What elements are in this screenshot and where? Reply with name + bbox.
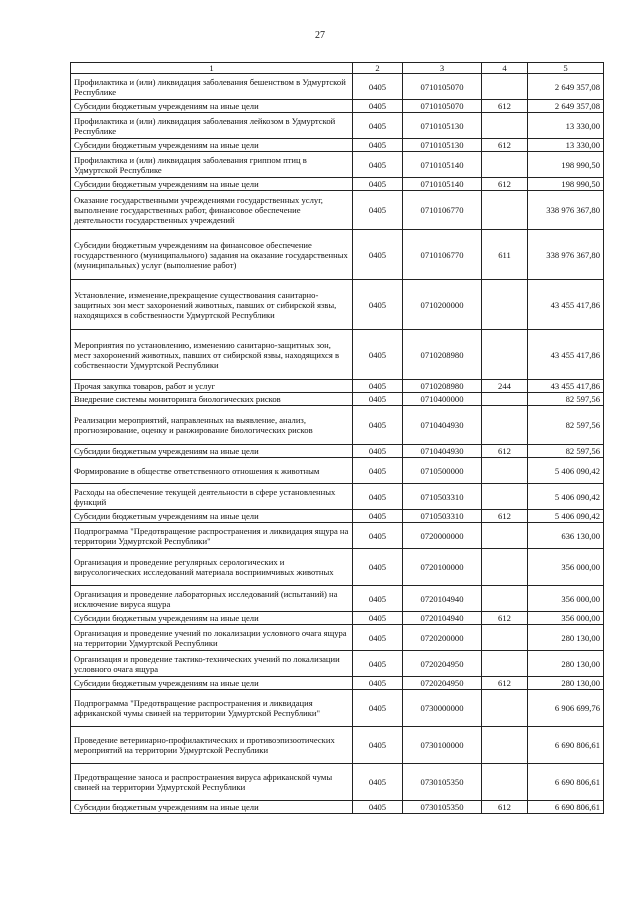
target-article-code: 0710105140 xyxy=(403,152,482,178)
table-row xyxy=(71,380,604,393)
section-code: 0405 xyxy=(353,549,403,586)
section-code: 0405 xyxy=(353,586,403,612)
table-row xyxy=(71,586,604,612)
amount: 356 000,00 xyxy=(528,586,604,612)
amount: 82 597,56 xyxy=(528,393,604,406)
item-name: Профилактика и (или) ликвидация заболевания бешенством в Удмуртской Республике xyxy=(71,74,353,100)
table-row xyxy=(71,393,604,406)
section-code: 0405 xyxy=(353,280,403,330)
target-article-code: 0710105070 xyxy=(403,100,482,113)
amount: 6 690 806,61 xyxy=(528,764,604,801)
expense-type-code xyxy=(482,586,528,612)
expense-type-code xyxy=(482,393,528,406)
item-name: Организация и проведение тактико-технических учений по локализации условного очага ящура xyxy=(71,651,353,677)
expense-type-code xyxy=(482,690,528,727)
table-row xyxy=(71,178,604,191)
expense-type-code xyxy=(482,651,528,677)
budget-table xyxy=(70,62,604,814)
column-header-5: 5 xyxy=(528,63,604,74)
table-row xyxy=(71,406,604,445)
target-article-code: 0710200000 xyxy=(403,280,482,330)
expense-type-code: 612 xyxy=(482,139,528,152)
section-code: 0405 xyxy=(353,100,403,113)
item-name: Субсидии бюджетным учреждениям на иные цели xyxy=(71,510,353,523)
table-row xyxy=(71,280,604,330)
amount: 2 649 357,08 xyxy=(528,100,604,113)
item-name: Субсидии бюджетным учреждениям на иные цели xyxy=(71,801,353,814)
section-code: 0405 xyxy=(353,393,403,406)
column-header-2: 2 xyxy=(353,63,403,74)
table-row xyxy=(71,727,604,764)
target-article-code: 0710404930 xyxy=(403,445,482,458)
table-row xyxy=(71,445,604,458)
expense-type-code xyxy=(482,484,528,510)
item-name: Организация и проведение лабораторных исследований (испытаний) на исключение вируса ящура xyxy=(71,586,353,612)
item-name: Субсидии бюджетным учреждениям на финансовое обеспечение государственного (муниципального) задания на оказание государственных (муниципальных) услуг (выполнение работ) xyxy=(71,230,353,280)
section-code: 0405 xyxy=(353,74,403,100)
item-name: Субсидии бюджетным учреждениям на иные цели xyxy=(71,677,353,690)
table-row xyxy=(71,100,604,113)
table-row xyxy=(71,152,604,178)
table-row xyxy=(71,74,604,100)
amount: 5 406 090,42 xyxy=(528,458,604,484)
amount: 280 130,00 xyxy=(528,625,604,651)
amount: 6 690 806,61 xyxy=(528,727,604,764)
section-code: 0405 xyxy=(353,191,403,230)
section-code: 0405 xyxy=(353,458,403,484)
amount: 280 130,00 xyxy=(528,651,604,677)
section-code: 0405 xyxy=(353,230,403,280)
amount: 356 000,00 xyxy=(528,612,604,625)
section-code: 0405 xyxy=(353,139,403,152)
table-row xyxy=(71,523,604,549)
item-name: Предотвращение заноса и распространения вируса африканской чумы свиней на территории Удмуртской Республики xyxy=(71,764,353,801)
table-row xyxy=(71,764,604,801)
section-code: 0405 xyxy=(353,801,403,814)
page-number: 27 xyxy=(315,30,325,41)
table-row xyxy=(71,677,604,690)
table-row xyxy=(71,330,604,380)
section-code: 0405 xyxy=(353,152,403,178)
column-header-1: 1 xyxy=(71,63,353,74)
target-article-code: 0720104940 xyxy=(403,586,482,612)
expense-type-code xyxy=(482,74,528,100)
expense-type-code xyxy=(482,764,528,801)
item-name: Субсидии бюджетным учреждениям на иные цели xyxy=(71,612,353,625)
target-article-code: 0720000000 xyxy=(403,523,482,549)
section-code: 0405 xyxy=(353,625,403,651)
item-name: Прочая закупка товаров, работ и услуг xyxy=(71,380,353,393)
section-code: 0405 xyxy=(353,764,403,801)
item-name: Организация и проведение учений по локализации условного очага ящура на территории Удмуртской Республики xyxy=(71,625,353,651)
table-row xyxy=(71,230,604,280)
target-article-code: 0710503310 xyxy=(403,510,482,523)
item-name: Профилактика и (или) ликвидация заболевания гриппом птиц в Удмуртской Республике xyxy=(71,152,353,178)
target-article-code: 0720104940 xyxy=(403,612,482,625)
amount: 82 597,56 xyxy=(528,406,604,445)
target-article-code: 0710105130 xyxy=(403,139,482,152)
amount: 43 455 417,86 xyxy=(528,280,604,330)
target-article-code: 0710208980 xyxy=(403,380,482,393)
expense-type-code xyxy=(482,113,528,139)
amount: 198 990,50 xyxy=(528,178,604,191)
section-code: 0405 xyxy=(353,406,403,445)
target-article-code: 0710500000 xyxy=(403,458,482,484)
target-article-code: 0730105350 xyxy=(403,764,482,801)
section-code: 0405 xyxy=(353,380,403,393)
expense-type-code xyxy=(482,458,528,484)
expense-type-code: 612 xyxy=(482,612,528,625)
item-name: Профилактика и (или) ликвидация заболевания лейкозом в Удмуртской Республике xyxy=(71,113,353,139)
target-article-code: 0710208980 xyxy=(403,330,482,380)
table-row xyxy=(71,458,604,484)
target-article-code: 0730000000 xyxy=(403,690,482,727)
section-code: 0405 xyxy=(353,113,403,139)
table-row xyxy=(71,139,604,152)
target-article-code: 0730100000 xyxy=(403,727,482,764)
table-row xyxy=(71,510,604,523)
expense-type-code xyxy=(482,727,528,764)
target-article-code: 0710105070 xyxy=(403,74,482,100)
amount: 5 406 090,42 xyxy=(528,510,604,523)
item-name: Субсидии бюджетным учреждениям на иные цели xyxy=(71,100,353,113)
section-code: 0405 xyxy=(353,484,403,510)
item-name: Формирование в обществе ответственного отношения к животным xyxy=(71,458,353,484)
expense-type-code xyxy=(482,280,528,330)
target-article-code: 0710400000 xyxy=(403,393,482,406)
amount: 5 406 090,42 xyxy=(528,484,604,510)
expense-type-code: 612 xyxy=(482,100,528,113)
amount: 356 000,00 xyxy=(528,549,604,586)
amount: 82 597,56 xyxy=(528,445,604,458)
item-name: Расходы на обеспечение текущей деятельности в сфере установленных функций xyxy=(71,484,353,510)
expense-type-code xyxy=(482,330,528,380)
table-row xyxy=(71,612,604,625)
target-article-code: 0720100000 xyxy=(403,549,482,586)
section-code: 0405 xyxy=(353,445,403,458)
expense-type-code: 612 xyxy=(482,178,528,191)
table-body xyxy=(71,74,604,814)
item-name: Проведение ветеринарно-профилактических и противоэпизоотических мероприятий на территории Удмуртской Республики xyxy=(71,727,353,764)
column-header-4: 4 xyxy=(482,63,528,74)
table-row xyxy=(71,549,604,586)
expense-type-code: 612 xyxy=(482,510,528,523)
amount: 6 906 699,76 xyxy=(528,690,604,727)
amount: 198 990,50 xyxy=(528,152,604,178)
item-name: Внедрение системы мониторинга биологических рисков xyxy=(71,393,353,406)
section-code: 0405 xyxy=(353,727,403,764)
table-row xyxy=(71,191,604,230)
item-name: Оказание государственными учреждениями государственных услуг, выполнение государственных работ, финансовое обеспечение деятельности государственных учреждений xyxy=(71,191,353,230)
section-code: 0405 xyxy=(353,178,403,191)
section-code: 0405 xyxy=(353,651,403,677)
amount: 2 649 357,08 xyxy=(528,74,604,100)
table-row xyxy=(71,801,604,814)
expense-type-code: 611 xyxy=(482,230,528,280)
item-name: Субсидии бюджетным учреждениям на иные цели xyxy=(71,139,353,152)
expense-type-code: 244 xyxy=(482,380,528,393)
amount: 338 976 367,80 xyxy=(528,230,604,280)
target-article-code: 0720200000 xyxy=(403,625,482,651)
expense-type-code xyxy=(482,191,528,230)
amount: 338 976 367,80 xyxy=(528,191,604,230)
section-code: 0405 xyxy=(353,677,403,690)
column-header-3: 3 xyxy=(403,63,482,74)
expense-type-code xyxy=(482,625,528,651)
table-row xyxy=(71,484,604,510)
table-row xyxy=(71,651,604,677)
target-article-code: 0710105140 xyxy=(403,178,482,191)
amount: 13 330,00 xyxy=(528,113,604,139)
expense-type-code xyxy=(482,523,528,549)
section-code: 0405 xyxy=(353,690,403,727)
expense-type-code: 612 xyxy=(482,445,528,458)
expense-type-code: 612 xyxy=(482,677,528,690)
target-article-code: 0710105130 xyxy=(403,113,482,139)
target-article-code: 0720204950 xyxy=(403,677,482,690)
table-row xyxy=(71,113,604,139)
item-name: Установление, изменение,прекращение существования санитарно-защитных зон мест захоронений животных, павших от сибирской язвы, находящихся в собственности Удмуртской Республики xyxy=(71,280,353,330)
item-name: Субсидии бюджетным учреждениям на иные цели xyxy=(71,445,353,458)
table-row xyxy=(71,690,604,727)
item-name: Мероприятия по установлению, изменению санитарно-защитных зон, мест захоронений животных, павших от сибирской язвы, находящихся в собственности Удмуртской Республики xyxy=(71,330,353,380)
table-row xyxy=(71,625,604,651)
expense-type-code xyxy=(482,406,528,445)
target-article-code: 0710404930 xyxy=(403,406,482,445)
amount: 43 455 417,86 xyxy=(528,330,604,380)
target-article-code: 0730105350 xyxy=(403,801,482,814)
amount: 6 690 806,61 xyxy=(528,801,604,814)
section-code: 0405 xyxy=(353,523,403,549)
item-name: Субсидии бюджетным учреждениям на иные цели xyxy=(71,178,353,191)
item-name: Организация и проведение регулярных серологических и вирусологических исследований материала восприимчивых животных xyxy=(71,549,353,586)
target-article-code: 0710106770 xyxy=(403,230,482,280)
expense-type-code xyxy=(482,549,528,586)
item-name: Подпрограмма "Предотвращение распространения и ликвидация африканской чумы свиней на территории Удмуртской Республики" xyxy=(71,690,353,727)
amount: 43 455 417,86 xyxy=(528,380,604,393)
section-code: 0405 xyxy=(353,612,403,625)
target-article-code: 0710106770 xyxy=(403,191,482,230)
amount: 280 130,00 xyxy=(528,677,604,690)
target-article-code: 0720204950 xyxy=(403,651,482,677)
header-row xyxy=(71,63,604,74)
expense-type-code: 612 xyxy=(482,801,528,814)
target-article-code: 0710503310 xyxy=(403,484,482,510)
item-name: Реализации мероприятий, направленных на выявление, анализ, прогнозирование, оценку и ранжирование биологических рисков xyxy=(71,406,353,445)
section-code: 0405 xyxy=(353,510,403,523)
expense-type-code xyxy=(482,152,528,178)
amount: 636 130,00 xyxy=(528,523,604,549)
section-code: 0405 xyxy=(353,330,403,380)
amount: 13 330,00 xyxy=(528,139,604,152)
item-name: Подпрограмма "Предотвращение распространения и ликвидация ящура на территории Удмуртской Республики" xyxy=(71,523,353,549)
